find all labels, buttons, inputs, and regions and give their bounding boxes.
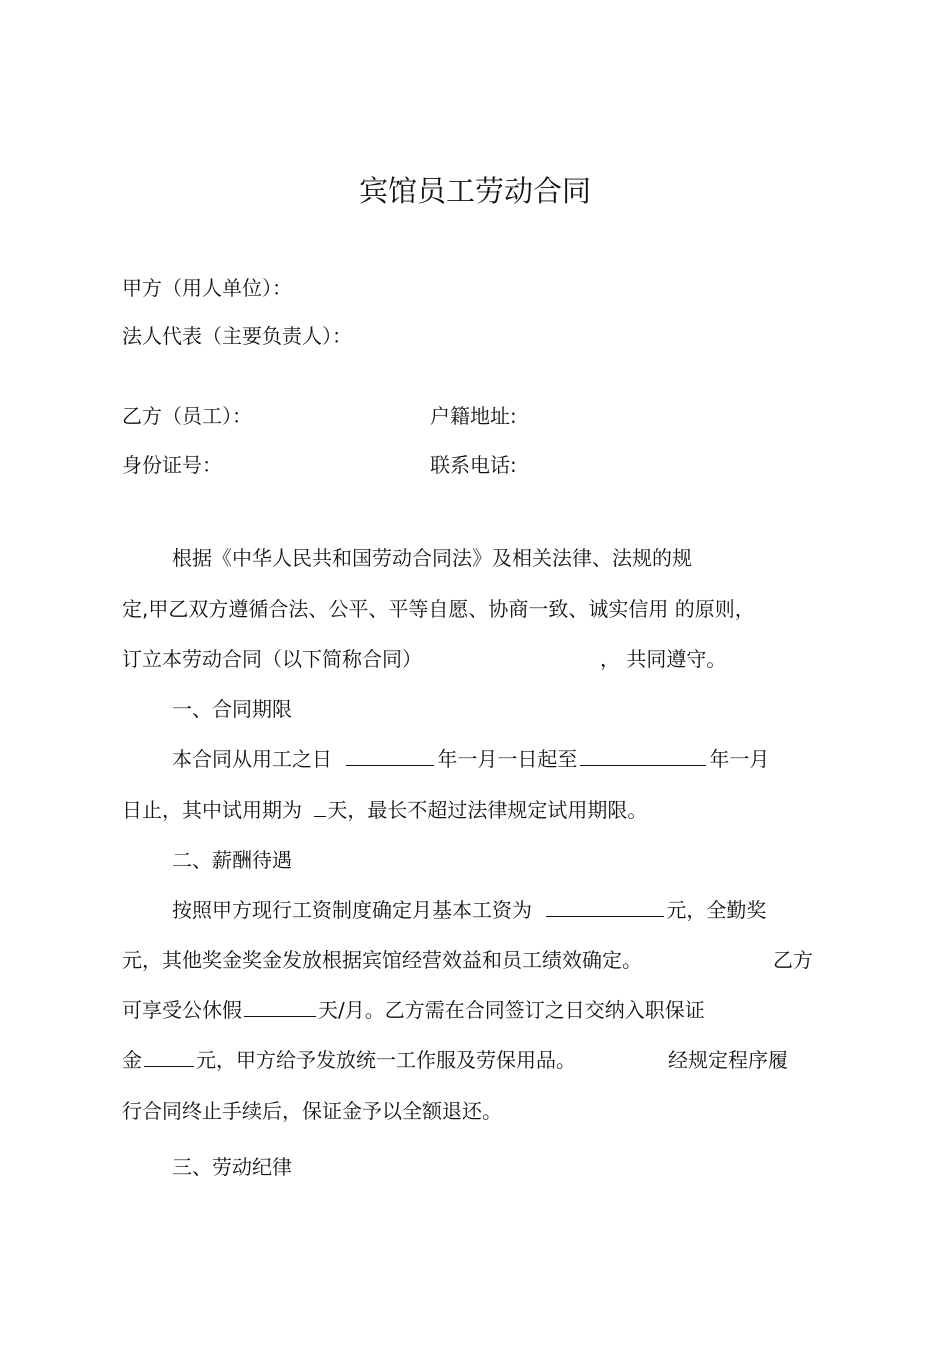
holiday-text-a: 可享受公休假: [122, 998, 242, 1022]
deposit-amount-blank[interactable]: [144, 1048, 194, 1067]
preamble-line-3a: 订立本劳动合同（以下简称合同）: [122, 647, 422, 671]
preamble-line-3b: ， 共同遵守。: [600, 647, 727, 671]
attendance-bonus-text: 元，全勤奖: [666, 898, 767, 922]
probation-text-b: 天，最长不超过法律规定试用期限。: [327, 798, 648, 822]
document-title: 宾馆员工劳动合同: [358, 174, 591, 208]
contract-mid-text: 年一月一日起至: [437, 747, 578, 771]
deposit-text-b: 元，甲方给予发放统一工作服及劳保用品。: [196, 1048, 576, 1072]
probation-text-a: 日止，其中试用期为: [122, 798, 302, 822]
party-a-label: 甲方（用人单位）：: [122, 276, 292, 300]
preamble-line-1: 根据《中华人民共和国劳动合同法》及相关法律、法规的规: [172, 546, 692, 570]
section-1-line-2: [122, 797, 647, 823]
start-year-blank[interactable]: [346, 747, 434, 766]
section-1-line-1: [172, 746, 769, 772]
section-2-line-4c: 经规定程序履: [668, 1048, 788, 1072]
legal-rep-label: 法人代表（主要负责人）：: [122, 324, 352, 348]
probation-days-blank[interactable]: [314, 798, 326, 817]
contract-start-text: 本合同从用工之日: [172, 747, 332, 771]
section-2-line-2b: 乙方: [773, 948, 813, 972]
holiday-text-b: 天/月。乙方需在合同签订之日交纳入职保证: [318, 998, 705, 1022]
phone-label: 联系电话:: [430, 453, 517, 477]
deposit-text-a: 金: [122, 1048, 142, 1072]
section-2-line-2a: 元，其他奖金奖金发放根据宾馆经营效益和员工绩效确定。: [122, 948, 642, 972]
preamble-line-2: 定,甲乙双方遵循合法、公平、平等自愿、协商一致、诚实信用 的原则，: [122, 597, 755, 621]
section-2-line-1: [172, 897, 766, 923]
base-salary-text: 按照甲方现行工资制度确定月基本工资为: [172, 898, 532, 922]
section-2-line-4: [122, 1047, 576, 1073]
party-b-label: 乙方（员工）：: [122, 404, 252, 428]
section-2-line-5: 行合同终止手续后，保证金予以全额退还。: [122, 1099, 502, 1123]
household-address-label: 户籍地址:: [430, 404, 517, 428]
section-3-heading: 三、劳动纪律: [172, 1155, 292, 1179]
id-number-label: 身份证号：: [122, 453, 222, 477]
end-year-blank[interactable]: [580, 747, 706, 766]
section-2-line-3: [122, 997, 705, 1023]
holiday-days-blank[interactable]: [244, 998, 316, 1017]
section-2-heading: 二、薪酬待遇: [172, 848, 292, 872]
contract-end-text: 年一月: [709, 747, 770, 771]
section-1-heading: 一、合同期限: [172, 697, 292, 721]
base-salary-blank[interactable]: [546, 898, 664, 917]
